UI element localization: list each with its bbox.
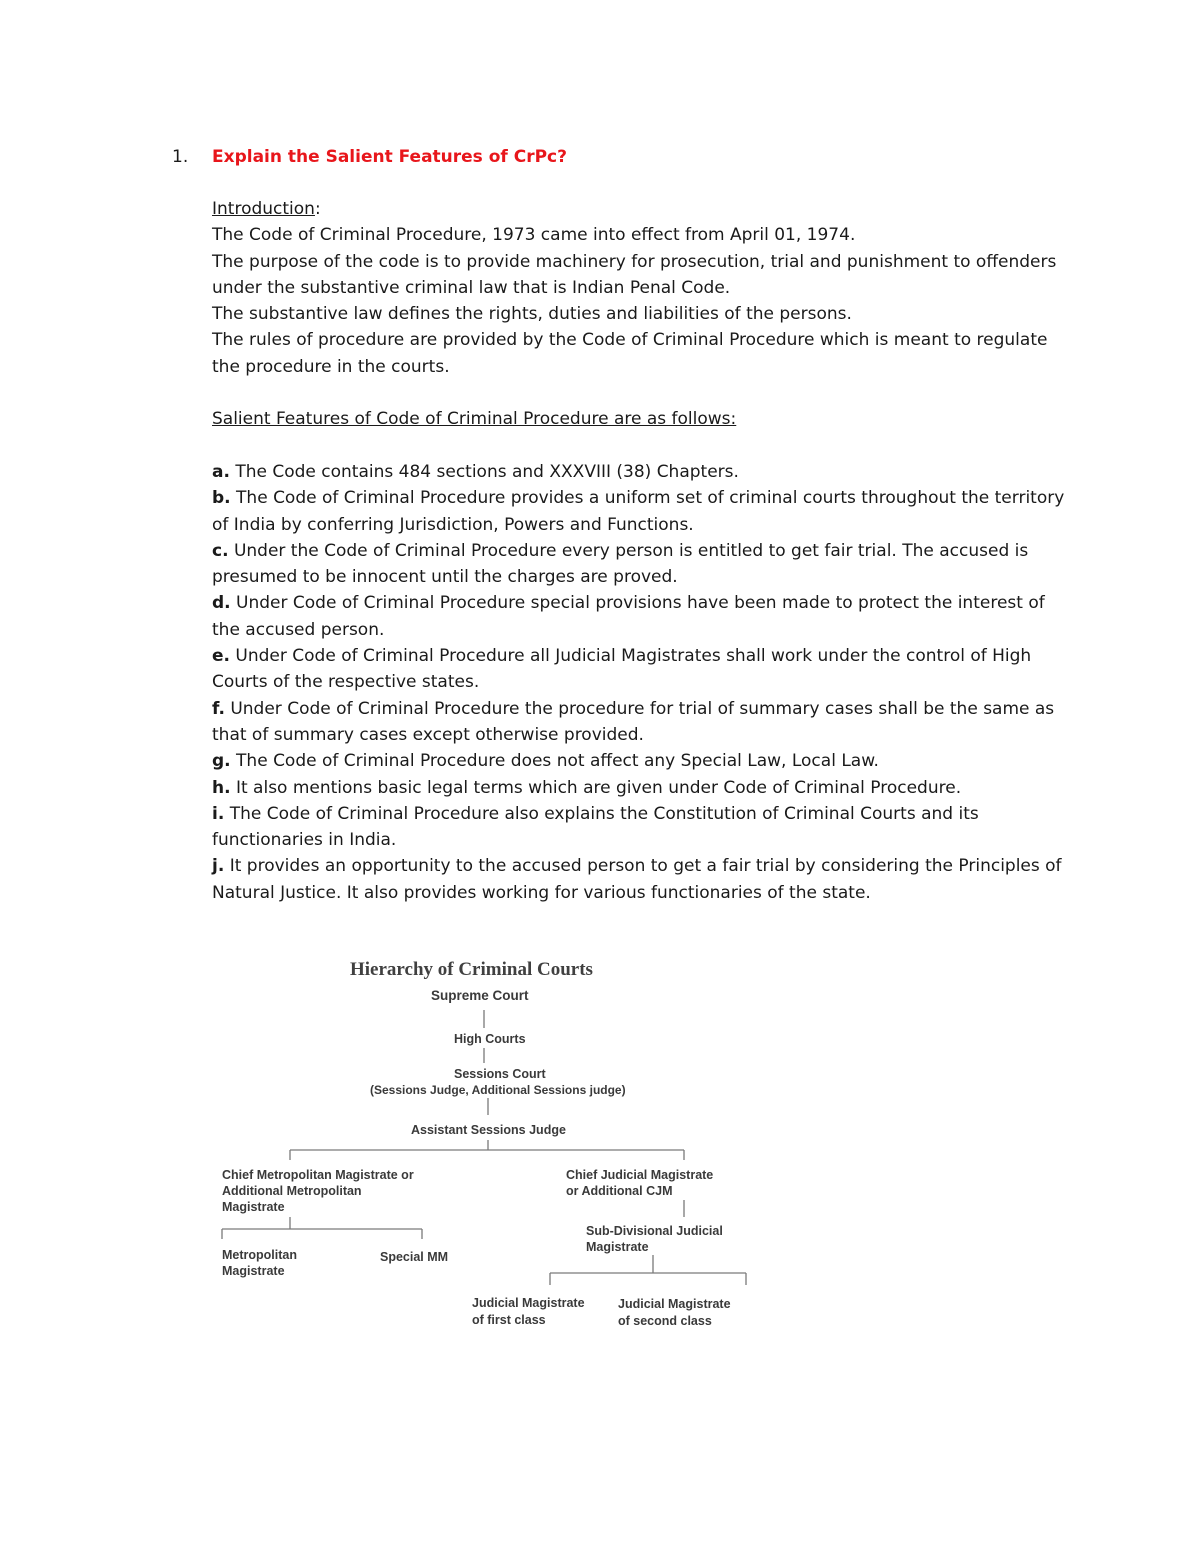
node-cjm-line2: or Additional CJM — [566, 1184, 673, 1198]
node-mm-line1: Metropolitan — [222, 1248, 297, 1262]
feature-item: i. The Code of Criminal Procedure also explains the Constitution of Criminal Courts and its functionaries in India. — [212, 803, 979, 851]
intro-paragraph: The Code of Criminal Procedure, 1973 came into effect from April 01, 1974. — [212, 225, 856, 246]
court-hierarchy-diagram — [200, 945, 770, 1345]
node-supreme-court: Supreme Court — [431, 988, 529, 1003]
feature-item: g. The Code of Criminal Procedure does not affect any Special Law, Local Law. — [212, 751, 879, 772]
node-assistant-sessions-judge: Assistant Sessions Judge — [411, 1123, 566, 1137]
node-cmm-line2: Additional Metropolitan — [222, 1184, 362, 1198]
node-sdjm-line2: Magistrate — [586, 1240, 649, 1254]
intro-paragraph: The substantive law defines the rights, duties and liabilities of the persons. — [212, 304, 852, 325]
node-jm1-line2: of first class — [472, 1313, 546, 1327]
features-heading: Salient Features of Code of Criminal Procedure are as follows: — [212, 409, 737, 430]
node-cjm-line1: Chief Judicial Magistrate — [566, 1168, 714, 1182]
node-high-courts: High Courts — [454, 1032, 526, 1046]
intro-paragraph: The rules of procedure are provided by the Code of Criminal Procedure which is meant to regulate the procedure in the courts. — [212, 330, 1048, 377]
node-sdjm-line1: Sub-Divisional Judicial — [586, 1224, 723, 1238]
feature-item: e. Under Code of Criminal Procedure all Judicial Magistrates shall work under the control of High Courts of the respective states. — [212, 646, 1032, 693]
node-cmm-line3: Magistrate — [222, 1200, 285, 1214]
node-jm2-line1: Judicial Magistrate — [618, 1297, 731, 1311]
node-cmm-line1: Chief Metropolitan Magistrate or — [222, 1168, 414, 1182]
node-jm2-line2: of second class — [618, 1314, 712, 1328]
feature-item: d. Under Code of Criminal Procedure special provisions have been made to protect the interest of the accused person. — [212, 593, 1045, 640]
feature-item: j. It provides an opportunity to the accused person to get a fair trial by considering the Principles of Natural Justice. It also provides working for various functionaries of the state. — [212, 856, 1062, 903]
feature-item: h. It also mentions basic legal terms which are given under Code of Criminal Procedure. — [212, 777, 962, 798]
feature-item: c. Under the Code of Criminal Procedure every person is entitled to get fair trial. The accused is presumed to be innocent until the charges are proved. — [212, 540, 1029, 588]
diagram-title: Hierarchy of Criminal Courts — [350, 959, 593, 980]
node-special-mm: Special MM — [380, 1250, 449, 1264]
node-sessions-court: Sessions Court — [454, 1067, 546, 1081]
feature-item: b. The Code of Criminal Procedure provides a uniform set of criminal courts throughout the territory of India by conferring Jurisdiction, Powers and Functions. — [212, 488, 1065, 535]
hierarchy-connectors — [200, 945, 770, 1345]
answer-body — [212, 196, 1072, 906]
node-sessions-sub: (Sessions Judge, Additional Sessions judge) — [370, 1083, 626, 1097]
node-jm1-line1: Judicial Magistrate — [472, 1296, 585, 1310]
feature-item: a. The Code contains 484 sections and XXXVIII (38) Chapters. — [212, 461, 739, 482]
node-mm-line2: Magistrate — [222, 1264, 285, 1278]
intro-heading: Introduction: — [212, 199, 321, 219]
feature-item: f. Under Code of Criminal Procedure the procedure for trial of summary cases shall be the same as that of summary cases except otherwise provided. — [212, 698, 1055, 745]
question-line — [172, 144, 567, 170]
question-title: Explain the Salient Features of CrPc? — [212, 147, 567, 167]
question-number: 1. — [172, 147, 189, 167]
intro-paragraph: The purpose of the code is to provide machinery for prosecution, trial and punishment to offenders under the substantive criminal law that is Indian Penal Code. — [212, 251, 1057, 298]
